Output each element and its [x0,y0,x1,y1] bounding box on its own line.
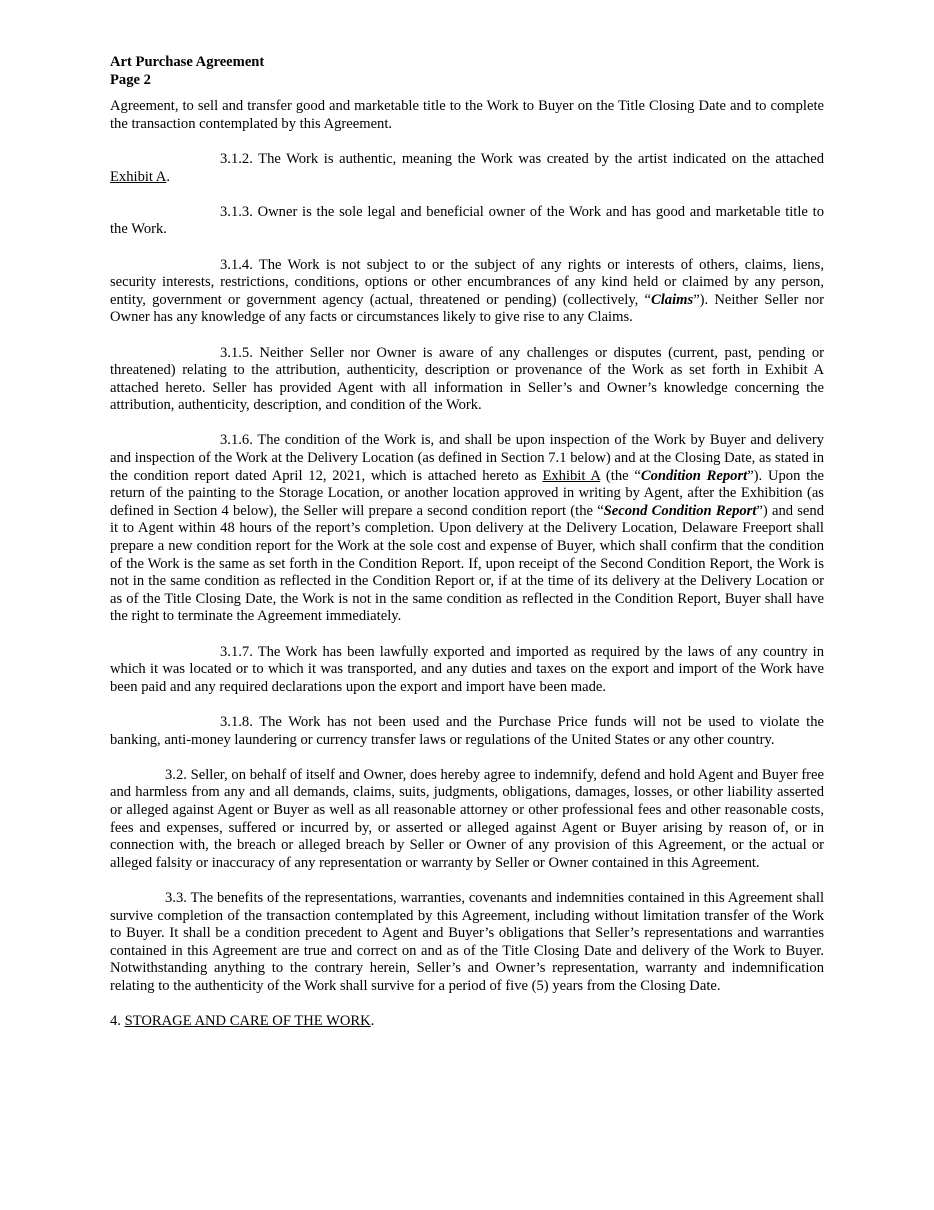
text: ”). Neither Seller nor Owner has any knowledge of any facts or circumstances likely to give rise to any Claims. [110,291,825,326]
paragraph-continuation: Agreement, to sell and transfer good and marketable title to the Work to Buyer on the Title Closing Date and to complete the transaction contemplated by this Agreement. [110,98,824,132]
page-number: Page 2 [110,71,151,88]
section-number: 4. [110,1013,125,1030]
text: ”) and send it to Agent within 48 hours of the report’s completion. Upon delivery at the Delivery Location, Delaware Freeport shall prepare a new condition report for the Work at the sole cost and expense of Buyer, which shall confirm that the condition of the Work is the same as set forth in the Condition Report. If, upon receipt of the Second Condition Report, the Work is not in the same condition as reflected in the Condition Report or, if at the time of its delivery at the Delivery Location or as of the Title Closing Date, the Work is not in the same condition as reflected in the Condition Report, Buyer shall have the right to terminate the Agreement immediately. [110,502,824,625]
document-page [110,54,824,1048]
paragraph-3-3: 3.3. The benefits of the representations, warranties, covenants and indemnities contained in this Agreement shall survive completion of the transaction contemplated by this Agreement, including without limitation transfer of the Work to Buyer. It shall be a condition precedent to Agent and Buyer’s obligations that Seller’s representations and warranties contained in this Agreement are true and correct on and as of the Title Closing Date and delivery of the Work to Buyer. Notwithstanding anything to the contrary herein, Seller’s and Owner’s representation, warranty and indemnification relating to the authenticity of the Work shall survive for a period of five (5) years from the Closing Date. [110,889,824,994]
exhibit-a-reference: Exhibit A [542,467,601,484]
text: 3.1.6. The condition of the Work is, and shall be upon inspection of the Work by Buyer and delivery and inspection of the Work at the Delivery Location (as defined in Section 7.1 below) and at the Closing Date, as stated in the condition report dated April 12, 2021, which is attached hereto as [110,432,824,484]
defined-term: Condition Report [640,467,748,484]
page-header [110,54,824,89]
paragraph-3-1-4 [110,257,824,327]
text: ”). Upon the return of the painting to the Storage Location, or another location approved in writing by Agent, after the Exhibition (as defined in Section 4 below), the Seller will prepare a second condition report (the “ [110,467,825,519]
defined-term: Claims [651,291,694,308]
paragraph-3-1-3: 3.1.3. Owner is the sole legal and beneficial owner of the Work and has good and marketable title to the Work. [110,203,824,238]
paragraph-3-1-8: 3.1.8. The Work has not been used and the Purchase Price funds will not be used to violate the banking, anti-money laundering or currency transfer laws or regulations of the United States or any other country. [110,713,824,748]
exhibit-a-reference: Exhibit A [110,168,167,185]
text: . [370,1013,375,1030]
document-title: Art Purchase Agreement [110,54,265,70]
defined-term: Second Condition Report [603,502,757,519]
paragraph-3-1-2 [110,151,824,186]
paragraph-3-1-6 [110,432,824,626]
section-4-heading [110,1013,824,1031]
paragraph-3-1-5: 3.1.5. Neither Seller nor Owner is aware of any challenges or disputes (current, past, pending or threatened) relating to the attribution, authenticity, description or provenance of the Work as set forth in Exhibit A attached hereto. Seller has provided Agent with all information in Seller’s and Owner’s knowledge concerning the attribution, authenticity, description, and condition of the Work. [110,344,824,414]
paragraph-3-1-7: 3.1.7. The Work has been lawfully exported and imported as required by the laws of any country in which it was located or to which it was transported, and any duties and taxes on the export and import of the Work have been paid and any required declarations upon the export and import have been made. [110,643,824,695]
paragraph-3-2: 3.2. Seller, on behalf of itself and Owner, does hereby agree to indemnify, defend and hold Agent and Buyer free and harmless from any and all demands, claims, suits, judgments, obligations, damages, losses, or other liability asserted or alleged against Agent or Buyer as well as all reasonable attorney or other professional fees and other reasonable costs, fees and expenses, suffered or incurred by, or asserted or alleged against Agent or Buyer arising by reason of, or in connection with, the breach or alleged breach by Seller or Owner of any provision of this Agreement, or the actual or alleged falsity or inaccuracy of any representation or warranty by Seller or Owner contained in this Agreement. [110,766,824,871]
text: 3.1.4. The Work is not subject to or the subject of any rights or interests of others, claims, liens, security interests, restrictions, conditions, options or other encumbrances of any kind held or claimed by any person, entity, government or government agency (actual, threatened or pending) (collectively, “ [110,256,824,308]
text: (the “ [600,467,641,484]
text: . [166,168,171,185]
section-title: STORAGE AND CARE OF THE WORK [124,1013,371,1030]
text: 3.1.2. The Work is authentic, meaning the Work was created by the artist indicated on the attached [220,150,824,167]
